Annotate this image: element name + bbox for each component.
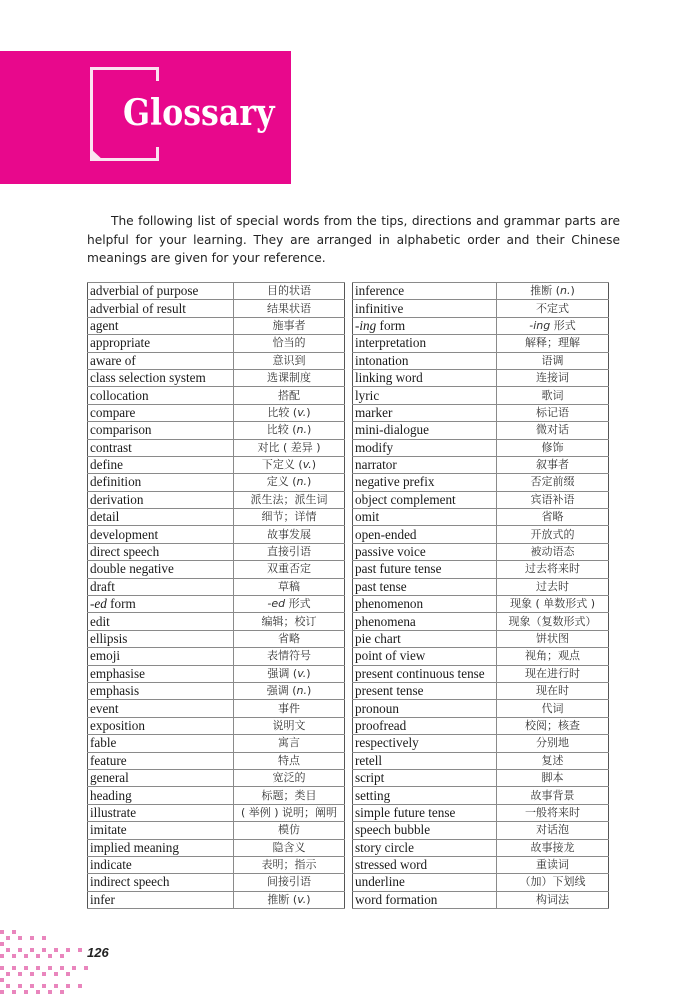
title-frame-corner bbox=[90, 148, 104, 161]
pixel-dot bbox=[18, 936, 22, 940]
glossary-row bbox=[353, 648, 609, 665]
glossary-row bbox=[88, 613, 345, 630]
glossary-meaning: 现在时 bbox=[497, 682, 609, 699]
pixel-dot bbox=[30, 936, 34, 940]
glossary-row bbox=[353, 474, 609, 491]
glossary-meaning: 解释；理解 bbox=[497, 335, 609, 352]
glossary-row bbox=[353, 578, 609, 595]
glossary-term: word formation bbox=[353, 891, 497, 908]
glossary-row bbox=[353, 769, 609, 786]
glossary-meaning: 标记语 bbox=[497, 404, 609, 421]
pixel-dot bbox=[12, 966, 16, 970]
glossary-row bbox=[88, 509, 345, 526]
glossary-term: infer bbox=[88, 891, 234, 908]
glossary-row bbox=[353, 283, 609, 300]
pixel-dot bbox=[6, 984, 10, 988]
glossary-meaning: 故事发展 bbox=[234, 526, 345, 543]
glossary-meaning: 模仿 bbox=[234, 822, 345, 839]
glossary-meaning: 定义 (n.) bbox=[234, 474, 345, 491]
glossary-term: retell bbox=[353, 752, 497, 769]
pixel-dot bbox=[60, 966, 64, 970]
glossary-row bbox=[353, 561, 609, 578]
glossary-meaning: 派生法；派生词 bbox=[234, 491, 345, 508]
glossary-term: phenomena bbox=[353, 613, 497, 630]
glossary-row bbox=[88, 300, 345, 317]
glossary-term: modify bbox=[353, 439, 497, 456]
glossary-term: -ing form bbox=[353, 317, 497, 334]
glossary-row bbox=[88, 578, 345, 595]
glossary-term: lyric bbox=[353, 387, 497, 404]
glossary-meaning: 现象（复数形式） bbox=[497, 613, 609, 630]
glossary-row bbox=[353, 682, 609, 699]
glossary-meaning: -ed 形式 bbox=[234, 596, 345, 613]
glossary-term: present continuous tense bbox=[353, 665, 497, 682]
glossary-term: contrast bbox=[88, 439, 234, 456]
glossary-term: class selection system bbox=[88, 369, 234, 386]
glossary-row bbox=[88, 283, 345, 300]
glossary-row bbox=[353, 856, 609, 873]
glossary-row bbox=[353, 630, 609, 647]
glossary-meaning: 微对话 bbox=[497, 422, 609, 439]
glossary-table-left bbox=[87, 282, 345, 909]
glossary-term: adverbial of purpose bbox=[88, 283, 234, 300]
intro-paragraph bbox=[87, 212, 620, 268]
glossary-row bbox=[353, 752, 609, 769]
glossary-meaning: 开放式的 bbox=[497, 526, 609, 543]
glossary-term: aware of bbox=[88, 352, 234, 369]
pixel-dot bbox=[36, 966, 40, 970]
glossary-row bbox=[88, 769, 345, 786]
pixel-dot bbox=[42, 948, 46, 952]
glossary-meaning: 标题；类目 bbox=[234, 787, 345, 804]
glossary-meaning: 一般将来时 bbox=[497, 804, 609, 821]
pixel-dot bbox=[12, 954, 16, 958]
glossary-term: stressed word bbox=[353, 856, 497, 873]
glossary-meaning: 强调 (n.) bbox=[234, 682, 345, 699]
glossary-row bbox=[88, 717, 345, 734]
glossary-term: edit bbox=[88, 613, 234, 630]
glossary-row bbox=[353, 317, 609, 334]
glossary-meaning: 比较 (n.) bbox=[234, 422, 345, 439]
glossary-meaning: 现在进行时 bbox=[497, 665, 609, 682]
glossary-term: story circle bbox=[353, 839, 497, 856]
pixel-dot bbox=[0, 954, 4, 958]
glossary-row bbox=[353, 456, 609, 473]
glossary-term: indicate bbox=[88, 856, 234, 873]
glossary-term: compare bbox=[88, 404, 234, 421]
glossary-term: simple future tense bbox=[353, 804, 497, 821]
glossary-term: object complement bbox=[353, 491, 497, 508]
glossary-row bbox=[353, 352, 609, 369]
glossary-meaning: 脚本 bbox=[497, 769, 609, 786]
glossary-row bbox=[88, 317, 345, 334]
glossary-row bbox=[353, 596, 609, 613]
glossary-term: phenomenon bbox=[353, 596, 497, 613]
glossary-row bbox=[88, 404, 345, 421]
glossary-meaning: 语调 bbox=[497, 352, 609, 369]
glossary-term: past tense bbox=[353, 578, 497, 595]
glossary-meaning: 过去将来时 bbox=[497, 561, 609, 578]
glossary-meaning: 现象 ( 单数形式 ) bbox=[497, 596, 609, 613]
glossary-row bbox=[353, 874, 609, 891]
glossary-meaning: 推断 (n.) bbox=[497, 283, 609, 300]
glossary-term: underline bbox=[353, 874, 497, 891]
glossary-term: derivation bbox=[88, 491, 234, 508]
pixel-dot bbox=[60, 954, 64, 958]
glossary-term: event bbox=[88, 700, 234, 717]
pixel-dot bbox=[36, 954, 40, 958]
glossary-term: present tense bbox=[353, 682, 497, 699]
glossary-meaning: 叙事者 bbox=[497, 456, 609, 473]
glossary-meaning: 草稿 bbox=[234, 578, 345, 595]
glossary-meaning: 目的状语 bbox=[234, 283, 345, 300]
glossary-row bbox=[88, 874, 345, 891]
glossary-row bbox=[353, 439, 609, 456]
glossary-term: linking word bbox=[353, 369, 497, 386]
pixel-dot bbox=[18, 972, 22, 976]
glossary-meaning: 说明文 bbox=[234, 717, 345, 734]
glossary-row bbox=[353, 891, 609, 908]
glossary-term: fable bbox=[88, 735, 234, 752]
glossary-meaning: 恰当的 bbox=[234, 335, 345, 352]
glossary-row bbox=[353, 335, 609, 352]
glossary-meaning: 推断 (v.) bbox=[234, 891, 345, 908]
pixel-dot bbox=[0, 990, 4, 994]
pixel-dot bbox=[78, 948, 82, 952]
pixel-dot bbox=[54, 948, 58, 952]
pixel-dots-decoration bbox=[0, 930, 90, 996]
glossary-meaning: 表明；指示 bbox=[234, 856, 345, 873]
glossary-row bbox=[88, 387, 345, 404]
glossary-term: script bbox=[353, 769, 497, 786]
glossary-meaning: 直接引语 bbox=[234, 543, 345, 560]
glossary-meaning: 故事接龙 bbox=[497, 839, 609, 856]
glossary-term: narrator bbox=[353, 456, 497, 473]
glossary-term: inference bbox=[353, 283, 497, 300]
glossary-term: adverbial of result bbox=[88, 300, 234, 317]
glossary-term: double negative bbox=[88, 561, 234, 578]
glossary-row bbox=[88, 561, 345, 578]
glossary-row bbox=[353, 804, 609, 821]
glossary-row bbox=[353, 300, 609, 317]
pixel-dot bbox=[0, 966, 4, 970]
pixel-dot bbox=[30, 984, 34, 988]
pixel-dot bbox=[24, 990, 28, 994]
glossary-row bbox=[88, 335, 345, 352]
glossary-meaning: 过去时 bbox=[497, 578, 609, 595]
glossary-term: emoji bbox=[88, 648, 234, 665]
pixel-dot bbox=[0, 942, 4, 946]
glossary-meaning: 强调 (v.) bbox=[234, 665, 345, 682]
glossary-row bbox=[88, 474, 345, 491]
glossary-row bbox=[88, 856, 345, 873]
glossary-meaning: 施事者 bbox=[234, 317, 345, 334]
glossary-term: proofread bbox=[353, 717, 497, 734]
glossary-row bbox=[88, 543, 345, 560]
glossary-meaning: 细节；详情 bbox=[234, 509, 345, 526]
glossary-row bbox=[88, 352, 345, 369]
glossary-meaning: 重读词 bbox=[497, 856, 609, 873]
glossary-meaning: 搭配 bbox=[234, 387, 345, 404]
pixel-dot bbox=[30, 972, 34, 976]
glossary-meaning: 下定义 (v.) bbox=[234, 456, 345, 473]
pixel-dot bbox=[54, 972, 58, 976]
glossary-term: pie chart bbox=[353, 630, 497, 647]
glossary-meaning: 代词 bbox=[497, 700, 609, 717]
glossary-meaning: 故事背景 bbox=[497, 787, 609, 804]
pixel-dot bbox=[12, 990, 16, 994]
glossary-meaning: 编辑；校订 bbox=[234, 613, 345, 630]
glossary-meaning: 歌词 bbox=[497, 387, 609, 404]
glossary-term: definition bbox=[88, 474, 234, 491]
pixel-dot bbox=[54, 984, 58, 988]
glossary-term: collocation bbox=[88, 387, 234, 404]
glossary-term: respectively bbox=[353, 735, 497, 752]
glossary-term: indirect speech bbox=[88, 874, 234, 891]
pixel-dot bbox=[48, 990, 52, 994]
glossary-term: ellipsis bbox=[88, 630, 234, 647]
glossary-row bbox=[353, 387, 609, 404]
glossary-row bbox=[353, 404, 609, 421]
glossary-row bbox=[353, 491, 609, 508]
glossary-term: point of view bbox=[353, 648, 497, 665]
glossary-term: development bbox=[88, 526, 234, 543]
pixel-dot bbox=[0, 930, 4, 934]
glossary-term: mini-dialogue bbox=[353, 422, 497, 439]
pixel-dot bbox=[48, 954, 52, 958]
pixel-dot bbox=[42, 936, 46, 940]
glossary-term: omit bbox=[353, 509, 497, 526]
glossary-row bbox=[353, 665, 609, 682]
glossary-meaning: 连接词 bbox=[497, 369, 609, 386]
glossary-meaning: 宾语补语 bbox=[497, 491, 609, 508]
glossary-term: exposition bbox=[88, 717, 234, 734]
glossary-term: open-ended bbox=[353, 526, 497, 543]
glossary-row bbox=[88, 891, 345, 908]
pixel-dot bbox=[6, 936, 10, 940]
glossary-term: emphasis bbox=[88, 682, 234, 699]
glossary-row bbox=[88, 369, 345, 386]
glossary-row bbox=[353, 700, 609, 717]
pixel-dot bbox=[66, 972, 70, 976]
glossary-row bbox=[88, 596, 345, 613]
pixel-dot bbox=[72, 966, 76, 970]
glossary-term: implied meaning bbox=[88, 839, 234, 856]
glossary-row bbox=[353, 543, 609, 560]
glossary-term: illustrate bbox=[88, 804, 234, 821]
glossary-meaning: 否定前缀 bbox=[497, 474, 609, 491]
glossary-row bbox=[88, 822, 345, 839]
glossary-term: general bbox=[88, 769, 234, 786]
glossary-meaning: 间接引语 bbox=[234, 874, 345, 891]
glossary-meaning: 不定式 bbox=[497, 300, 609, 317]
glossary-term: heading bbox=[88, 787, 234, 804]
glossary-meaning: 复述 bbox=[497, 752, 609, 769]
glossary-term: detail bbox=[88, 509, 234, 526]
glossary-row bbox=[88, 804, 345, 821]
pixel-dot bbox=[18, 948, 22, 952]
glossary-row bbox=[88, 752, 345, 769]
pixel-dot bbox=[24, 966, 28, 970]
glossary-term: direct speech bbox=[88, 543, 234, 560]
glossary-row bbox=[353, 717, 609, 734]
intro-text: The following list of special words from the tips, directions and grammar parts are helpful for your learning. They are arranged in alphabetic order and their Chinese meanings are given for your reference. bbox=[87, 214, 620, 265]
glossary-term: marker bbox=[353, 404, 497, 421]
glossary-row bbox=[353, 787, 609, 804]
glossary-meaning: 意识到 bbox=[234, 352, 345, 369]
glossary-meaning: 构词法 bbox=[497, 891, 609, 908]
pixel-dot bbox=[18, 984, 22, 988]
glossary-row bbox=[88, 700, 345, 717]
glossary-term: imitate bbox=[88, 822, 234, 839]
glossary-row bbox=[88, 456, 345, 473]
glossary-meaning: 省略 bbox=[497, 509, 609, 526]
glossary-row bbox=[88, 630, 345, 647]
glossary-meaning: 被动语态 bbox=[497, 543, 609, 560]
glossary-meaning: -ing 形式 bbox=[497, 317, 609, 334]
glossary-meaning: 事件 bbox=[234, 700, 345, 717]
glossary-meaning: 分别地 bbox=[497, 735, 609, 752]
glossary-term: emphasise bbox=[88, 665, 234, 682]
glossary-meaning: 比较 (v.) bbox=[234, 404, 345, 421]
glossary-term: draft bbox=[88, 578, 234, 595]
glossary-meaning: 省略 bbox=[234, 630, 345, 647]
glossary-row bbox=[353, 613, 609, 630]
pixel-dot bbox=[42, 972, 46, 976]
glossary-table-right bbox=[352, 282, 609, 909]
glossary-term: passive voice bbox=[353, 543, 497, 560]
glossary-meaning: 结果状语 bbox=[234, 300, 345, 317]
glossary-meaning: 对话泡 bbox=[497, 822, 609, 839]
glossary-row bbox=[353, 822, 609, 839]
glossary-meaning: 选课制度 bbox=[234, 369, 345, 386]
glossary-row bbox=[353, 369, 609, 386]
page-number: 126 bbox=[87, 945, 109, 960]
pixel-dot bbox=[66, 984, 70, 988]
glossary-term: setting bbox=[353, 787, 497, 804]
glossary-row bbox=[88, 491, 345, 508]
glossary-term: comparison bbox=[88, 422, 234, 439]
glossary-meaning: 双重否定 bbox=[234, 561, 345, 578]
pixel-dot bbox=[78, 984, 82, 988]
glossary-term: past future tense bbox=[353, 561, 497, 578]
glossary-term: define bbox=[88, 456, 234, 473]
glossary-row bbox=[88, 682, 345, 699]
pixel-dot bbox=[24, 954, 28, 958]
glossary-meaning: 寓言 bbox=[234, 735, 345, 752]
glossary-meaning: 特点 bbox=[234, 752, 345, 769]
pixel-dot bbox=[6, 972, 10, 976]
pixel-dot bbox=[12, 930, 16, 934]
glossary-row bbox=[88, 526, 345, 543]
glossary-meaning: 宽泛的 bbox=[234, 769, 345, 786]
glossary-meaning: ( 举例 ) 说明；阐明 bbox=[234, 804, 345, 821]
pixel-dot bbox=[30, 948, 34, 952]
glossary-meaning: 饼状图 bbox=[497, 630, 609, 647]
glossary-meaning: 表情符号 bbox=[234, 648, 345, 665]
glossary-term: feature bbox=[88, 752, 234, 769]
pixel-dot bbox=[36, 990, 40, 994]
glossary-row bbox=[88, 439, 345, 456]
glossary-row bbox=[353, 509, 609, 526]
glossary-term: -ed form bbox=[88, 596, 234, 613]
glossary-term: pronoun bbox=[353, 700, 497, 717]
glossary-row bbox=[353, 839, 609, 856]
glossary-meaning: （加）下划线 bbox=[497, 874, 609, 891]
glossary-row bbox=[88, 839, 345, 856]
pixel-dot bbox=[0, 978, 4, 982]
glossary-term: infinitive bbox=[353, 300, 497, 317]
glossary-row bbox=[88, 787, 345, 804]
glossary-meaning: 修饰 bbox=[497, 439, 609, 456]
pixel-dot bbox=[84, 966, 88, 970]
pixel-dot bbox=[60, 990, 64, 994]
glossary-meaning: 对比 ( 差异 ) bbox=[234, 439, 345, 456]
glossary-meaning: 校阅；核查 bbox=[497, 717, 609, 734]
page-title: Glossary bbox=[123, 92, 275, 134]
pixel-dot bbox=[48, 966, 52, 970]
pixel-dot bbox=[42, 984, 46, 988]
glossary-row bbox=[353, 422, 609, 439]
glossary-row bbox=[88, 422, 345, 439]
glossary-row bbox=[88, 665, 345, 682]
glossary-term: intonation bbox=[353, 352, 497, 369]
glossary-term: negative prefix bbox=[353, 474, 497, 491]
glossary-term: interpretation bbox=[353, 335, 497, 352]
glossary-meaning: 隐含义 bbox=[234, 839, 345, 856]
glossary-term: speech bubble bbox=[353, 822, 497, 839]
glossary-term: appropriate bbox=[88, 335, 234, 352]
glossary-term: agent bbox=[88, 317, 234, 334]
pixel-dot bbox=[66, 948, 70, 952]
glossary-row bbox=[88, 648, 345, 665]
glossary-row bbox=[353, 526, 609, 543]
pixel-dot bbox=[6, 948, 10, 952]
glossary-row bbox=[353, 735, 609, 752]
glossary-meaning: 视角；观点 bbox=[497, 648, 609, 665]
glossary-row bbox=[88, 735, 345, 752]
